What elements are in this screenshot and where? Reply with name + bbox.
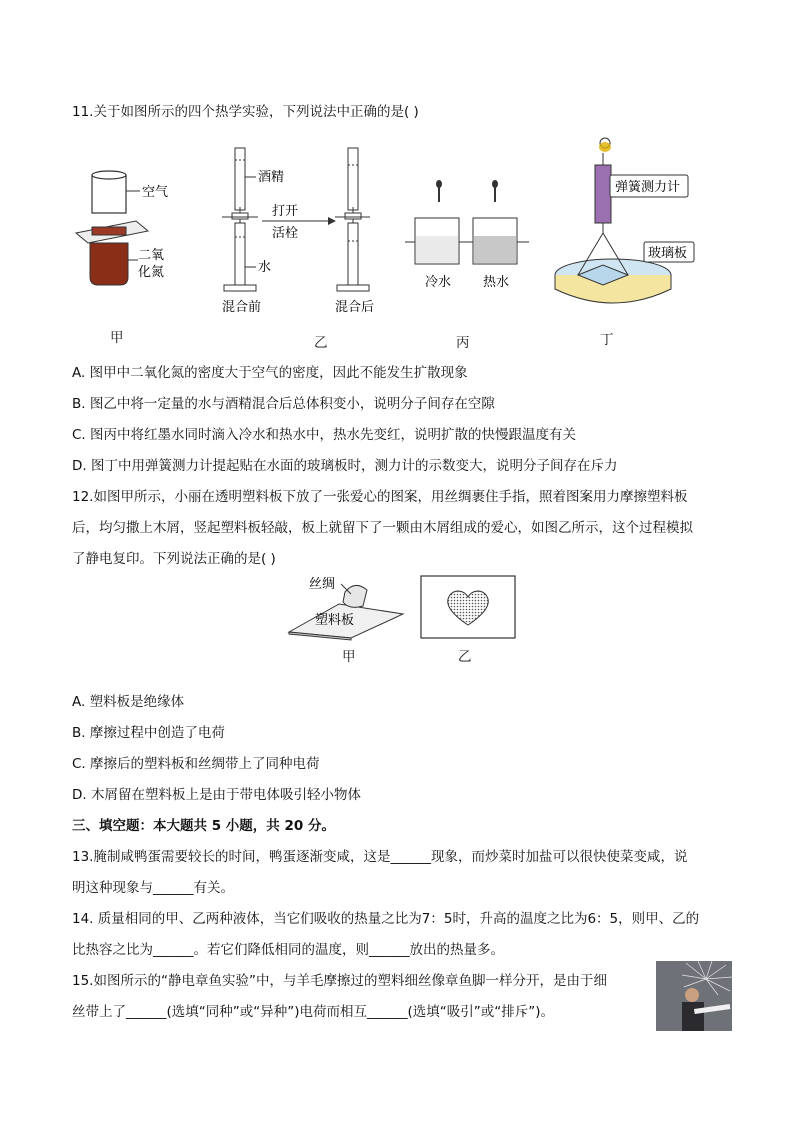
- q11-figure-jia: [70, 165, 180, 350]
- hot-water-label: 热水: [483, 275, 510, 290]
- q11-caption-yi: 乙: [314, 335, 328, 351]
- q11-figure-ding: [548, 135, 688, 315]
- cold-water-label: 冷水: [425, 275, 452, 290]
- air-label: 空气: [142, 185, 169, 200]
- q11-caption-ding: 丁: [600, 332, 614, 348]
- q12-stem-line-2: 后，均匀撒上木屑，竖起塑料板轻敲，板上就留下了一颗由木屑组成的爱心，如图乙所示，这个过程模拟: [72, 520, 693, 536]
- q11-figure-bing: [403, 180, 533, 295]
- static-octopus-photo: [656, 961, 732, 1031]
- glass-label: 玻璃板: [648, 246, 688, 261]
- q12-option-c: C. 摩擦后的塑料板和丝绸带上了同种电荷: [72, 756, 320, 772]
- q11-option-a: A. 图甲中二氧化氮的密度大于空气的密度，因此不能发生扩散现象: [72, 365, 468, 381]
- q11-option-d: D. 图丁中用弹簧测力计提起贴在水面的玻璃板时，测力计的示数变大，说明分子间存在斥力: [72, 458, 618, 474]
- section-3-title: 三、填空题：本大题共 5 小题，共 20 分。: [72, 818, 335, 834]
- silk-label: 丝绸: [309, 577, 336, 592]
- q12-option-b: B. 摩擦过程中创造了电荷: [72, 725, 225, 741]
- q12-option-d: D. 木屑留在塑料板上是由于带电体吸引轻小物体: [72, 787, 361, 803]
- q11-caption-bing: 丙: [456, 335, 470, 351]
- scale-label: 弹簧测力计: [615, 180, 681, 195]
- q12-figure-yi: [420, 575, 516, 639]
- q12-caption-yi: 乙: [458, 649, 472, 665]
- plate-label: 塑料板: [315, 613, 355, 628]
- q11-stem: 11.关于如图所示的四个热学实验，下列说法中正确的是( ): [72, 104, 419, 120]
- water-label: 水: [258, 260, 272, 275]
- q12-option-a: A. 塑料板是绝缘体: [72, 694, 185, 710]
- open-label-1: 打开: [272, 204, 299, 219]
- q12-stem-line-3: 了静电复印。下列说法正确的是( ): [72, 551, 276, 567]
- q11-caption-jia: 甲: [110, 330, 124, 346]
- q12-stem-line-1: 12.如图甲所示，小丽在透明塑料板下放了一张爱心的图案，用丝绸裹住手指，照着图案用力摩擦塑料板: [72, 489, 688, 505]
- before-label: 混合前: [222, 300, 262, 315]
- q11-option-b: B. 图乙中将一定量的水与酒精混合后总体积变小，说明分子间存在空隙: [72, 396, 495, 412]
- q13-line-2: 明这种现象与______有关。: [72, 880, 234, 896]
- no2-label-1: 二氧: [138, 248, 165, 263]
- q12-figure-jia: [285, 570, 405, 640]
- q13-line-1: 13.腌制咸鸭蛋需要较长的时间，鸭蛋逐渐变咸，这是______现象，而炒菜时加盐可以很快使菜变咸，说: [72, 849, 688, 865]
- q11-option-c: C. 图丙中将红墨水同时滴入冷水和热水中，热水先变红，说明扩散的快慢跟温度有关: [72, 427, 577, 443]
- alcohol-label: 酒精: [258, 170, 285, 185]
- after-label: 混合后: [335, 300, 375, 315]
- q15-line-2: 丝带上了______(选填“同种”或“异种”)电荷而相互______(选填“吸引”或“排斥”)。: [72, 1004, 555, 1020]
- q12-caption-jia: 甲: [342, 649, 356, 665]
- no2-label-2: 化氮: [138, 265, 165, 280]
- q14-line-2: 比热容之比为______。若它们降低相同的温度，则______放出的热量多。: [72, 942, 504, 958]
- open-label-2: 活栓: [272, 226, 299, 241]
- q14-line-1: 14. 质量相同的甲、乙两种液体，当它们吸收的热量之比为7：5时，升高的温度之比为6：5，则甲、乙的: [72, 911, 700, 927]
- q15-line-1: 15.如图所示的“静电章鱼实验”中，与羊毛摩擦过的塑料细丝像章鱼脚一样分开，是由于细: [72, 973, 607, 989]
- q11-figure-yi: [210, 145, 390, 325]
